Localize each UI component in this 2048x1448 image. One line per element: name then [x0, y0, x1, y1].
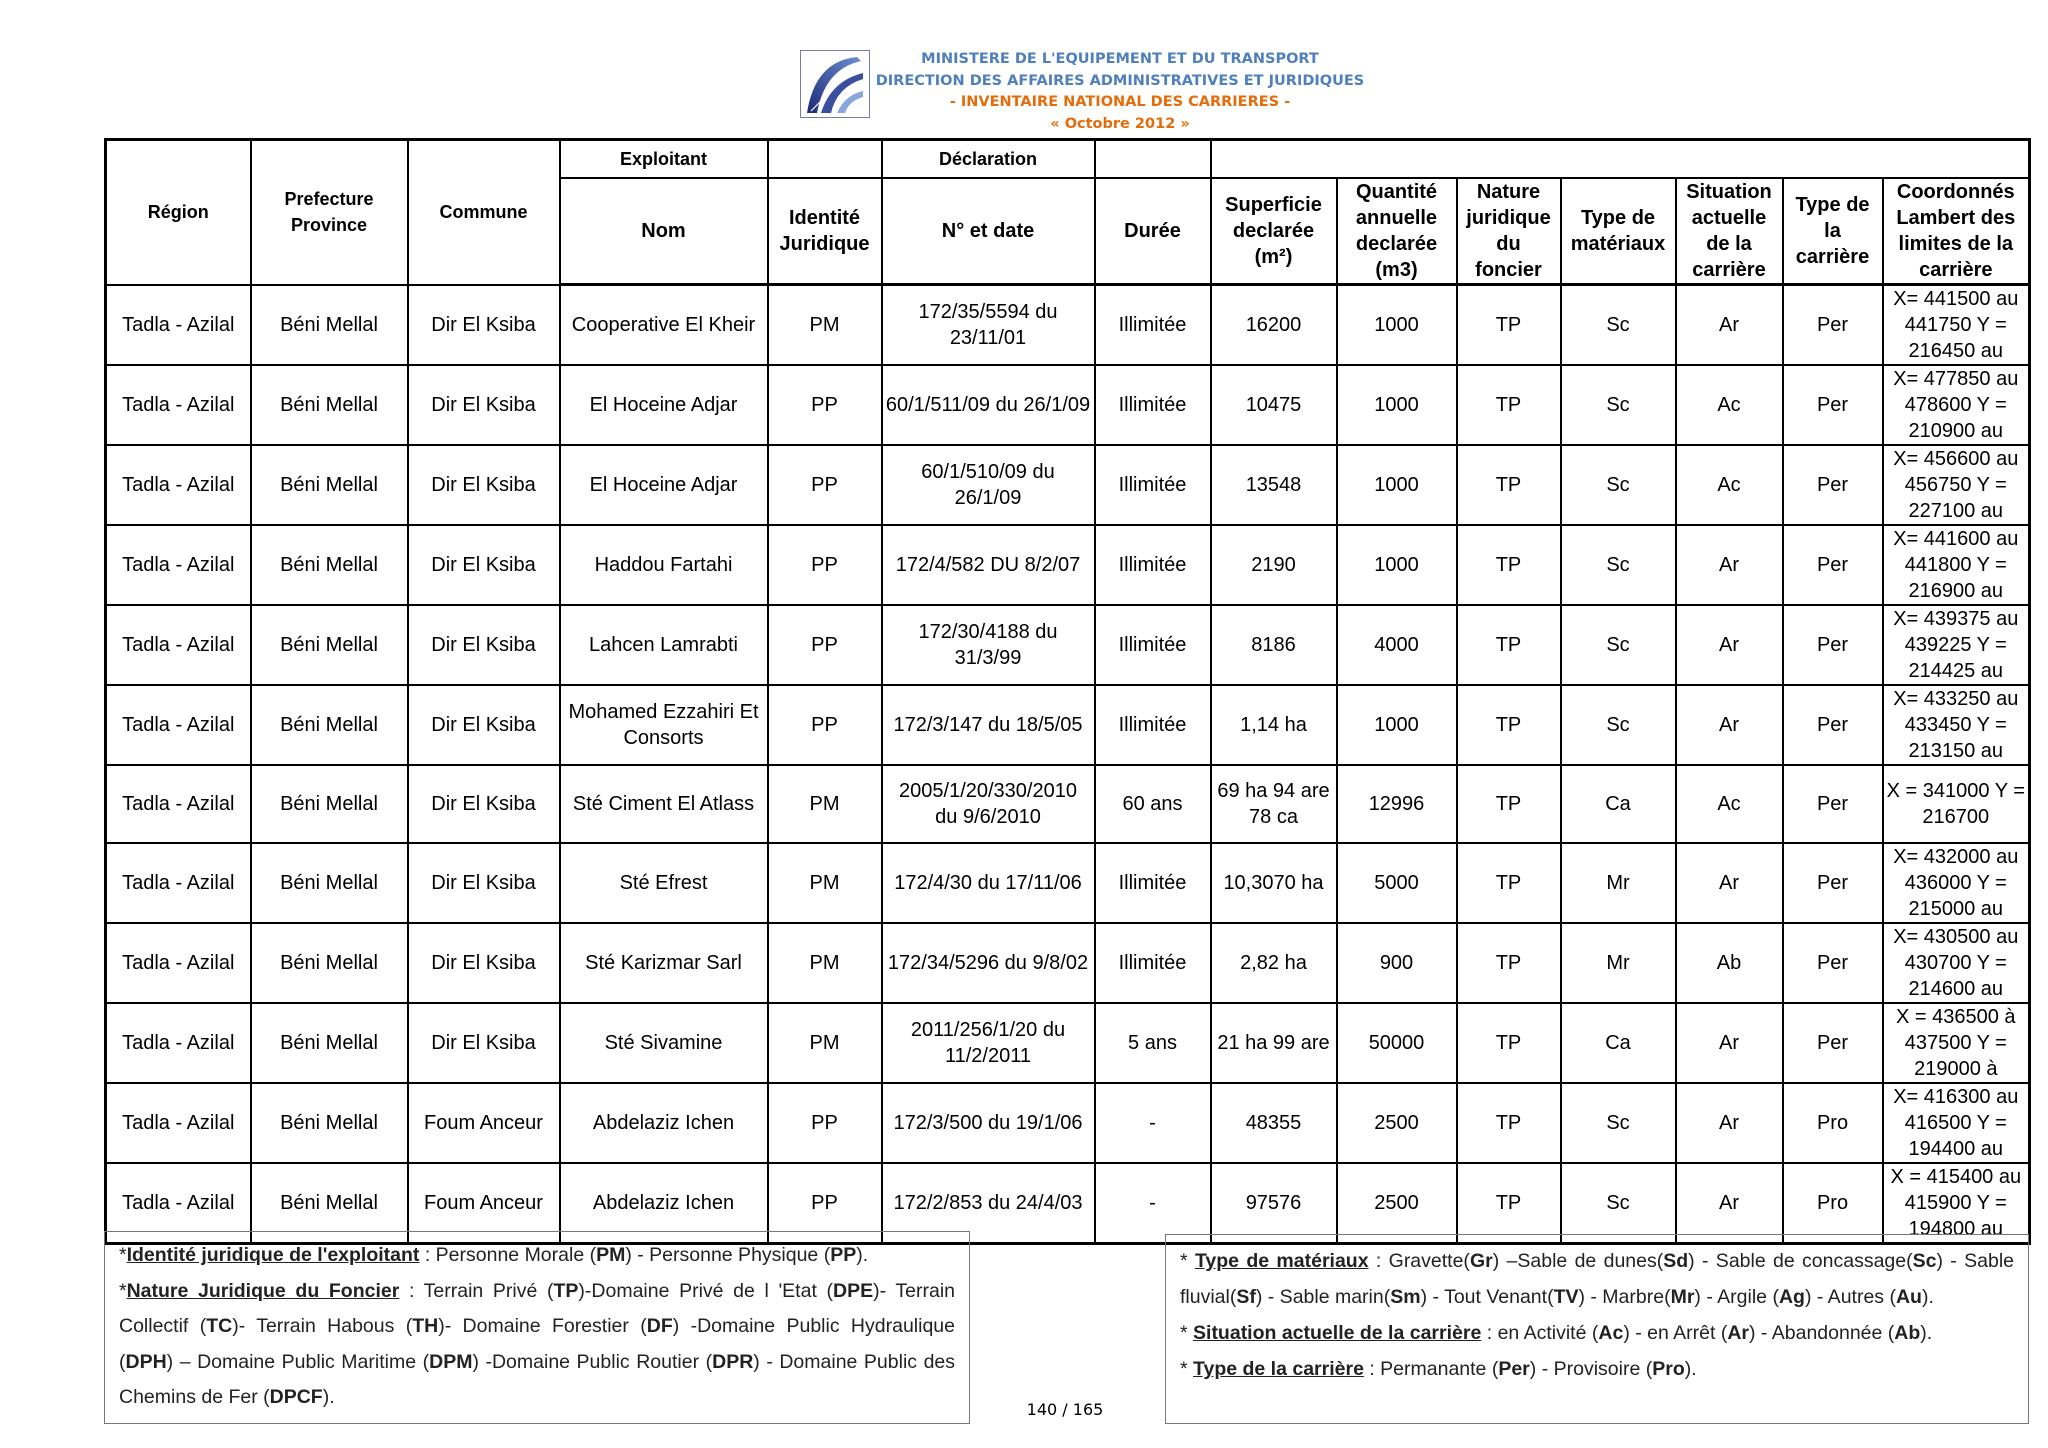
- legend-text: ) – Domaine Public Maritime (: [166, 1350, 430, 1373]
- cell-type-materiaux: Sc: [1561, 1083, 1676, 1163]
- cell-numero-date: 2011/256/1/20 du 11/2/2011: [882, 1003, 1095, 1083]
- cell-coordonnees: X = 341000 Y = 216700: [1883, 765, 2030, 843]
- cell-prefecture: Béni Mellal: [251, 1163, 408, 1244]
- cell-nature: TP: [1457, 525, 1561, 605]
- ministry-name: MINISTERE DE L'EQUIPEMENT ET DU TRANSPORT: [921, 51, 1319, 67]
- cell-prefecture: Béni Mellal: [251, 525, 408, 605]
- legend-text: *: [119, 1279, 127, 1302]
- legend-code: TP: [553, 1279, 579, 1302]
- cell-commune: Dir El Ksiba: [408, 445, 560, 525]
- legend-text: ) - Sable fluvial(: [1180, 1250, 2014, 1308]
- cell-type-carriere: Per: [1783, 923, 1883, 1003]
- cell-commune: Dir El Ksiba: [408, 1003, 560, 1083]
- cell-commune: Dir El Ksiba: [408, 843, 560, 923]
- legend-code: DPH: [125, 1350, 167, 1373]
- cell-prefecture: Béni Mellal: [251, 685, 408, 765]
- cell-type-carriere: Per: [1783, 843, 1883, 923]
- cell-type-materiaux: Mr: [1561, 843, 1676, 923]
- col-nom: Nom: [560, 178, 768, 285]
- cell-type-materiaux: Mr: [1561, 923, 1676, 1003]
- legend-left: [104, 1231, 970, 1424]
- cell-superficie: 10,3070 ha: [1211, 843, 1337, 923]
- legend-right: [1165, 1234, 2029, 1424]
- legend-term: Type de la carrière: [1193, 1358, 1364, 1380]
- cell-duree: Illimitée: [1095, 525, 1211, 605]
- cell-nature: TP: [1457, 285, 1561, 366]
- legend-code: Sd: [1663, 1250, 1689, 1272]
- legend-text: ) - en Arrêt (: [1623, 1322, 1728, 1344]
- cell-nature: TP: [1457, 605, 1561, 685]
- legend-term: Situation actuelle de la carrière: [1193, 1322, 1482, 1344]
- cell-type-materiaux: Ca: [1561, 1003, 1676, 1083]
- cell-nom: Abdelaziz Ichen: [560, 1163, 768, 1244]
- cell-prefecture: Béni Mellal: [251, 923, 408, 1003]
- cell-nom: El Hoceine Adjar: [560, 365, 768, 445]
- cell-identite: PP: [768, 1083, 882, 1163]
- legend-code: Ac: [1598, 1322, 1624, 1344]
- cell-numero-date: 172/4/582 DU 8/2/07: [882, 525, 1095, 605]
- cell-type-carriere: Per: [1783, 365, 1883, 445]
- cell-prefecture: Béni Mellal: [251, 765, 408, 843]
- cell-commune: Dir El Ksiba: [408, 365, 560, 445]
- cell-nature: TP: [1457, 685, 1561, 765]
- cell-region: Tadla - Azilal: [106, 685, 251, 765]
- cell-superficie: 2190: [1211, 525, 1337, 605]
- ministry-logo-icon: [800, 50, 870, 118]
- legend-paragraph: [119, 1274, 955, 1416]
- legend-code: Per: [1498, 1358, 1530, 1380]
- cell-coordonnees: X= 441500 au 441750 Y = 216450 au: [1883, 285, 2030, 366]
- cell-quantite: 4000: [1337, 605, 1457, 685]
- group-exploitant: Exploitant: [560, 140, 768, 179]
- cell-duree: Illimitée: [1095, 685, 1211, 765]
- table-row: [106, 765, 2030, 843]
- legend-text: : Personne Morale (: [419, 1244, 597, 1266]
- cell-duree: -: [1095, 1163, 1211, 1244]
- legend-text: ) –Sable de dunes(: [1492, 1250, 1664, 1272]
- legend-code: Mr: [1670, 1286, 1695, 1308]
- legend-paragraph: [1180, 1351, 2014, 1387]
- cell-nom: El Hoceine Adjar: [560, 445, 768, 525]
- cell-coordonnees: X= 432000 au 436000 Y = 215000 au: [1883, 843, 2030, 923]
- legend-text: *: [1180, 1358, 1194, 1380]
- cell-numero-date: 172/34/5296 du 9/8/02: [882, 923, 1095, 1003]
- cell-situation: Ar: [1676, 1003, 1783, 1083]
- col-identite: Identité Juridique: [768, 178, 882, 285]
- cell-identite: PM: [768, 923, 882, 1003]
- legend-code: TV: [1553, 1286, 1579, 1308]
- group-blank-1: [768, 140, 882, 179]
- table-row: [106, 365, 2030, 445]
- cell-commune: Dir El Ksiba: [408, 525, 560, 605]
- cell-nature: TP: [1457, 1083, 1561, 1163]
- cell-numero-date: 60/1/510/09 du 26/1/09: [882, 445, 1095, 525]
- cell-duree: -: [1095, 1083, 1211, 1163]
- cell-nom: Lahcen Lamrabti: [560, 605, 768, 685]
- cell-coordonnees: X= 441600 au 441800 Y = 216900 au: [1883, 525, 2030, 605]
- col-quantite: Quantité annuelle declarée (m3): [1337, 178, 1457, 285]
- cell-coordonnees: X= 477850 au 478600 Y = 210900 au: [1883, 365, 2030, 445]
- cell-region: Tadla - Azilal: [106, 923, 251, 1003]
- cell-type-carriere: Pro: [1783, 1083, 1883, 1163]
- table-row: [106, 1083, 2030, 1163]
- cell-duree: Illimitée: [1095, 285, 1211, 366]
- legend-text: : Permanante (: [1363, 1358, 1499, 1380]
- cell-nom: Mohamed Ezzahiri Et Consorts: [560, 685, 768, 765]
- legend-text: *: [119, 1244, 127, 1266]
- legend-text: ) -Domaine Public Routier (: [472, 1350, 713, 1373]
- cell-quantite: 12996: [1337, 765, 1457, 843]
- legend-code: Sf: [1236, 1286, 1256, 1308]
- cell-duree: Illimitée: [1095, 365, 1211, 445]
- cell-coordonnees: X= 416300 au 416500 Y = 194400 au: [1883, 1083, 2030, 1163]
- legend-code: DPM: [429, 1350, 473, 1373]
- table-row: [106, 525, 2030, 605]
- legend-text: )- Domaine Forestier (: [438, 1315, 647, 1337]
- cell-coordonnees: X= 433250 au 433450 Y = 213150 au: [1883, 685, 2030, 765]
- legend-text: ) - Domaine Public des Chemins de Fer (: [119, 1350, 956, 1408]
- table-group-header-row: [106, 140, 2030, 179]
- cell-type-materiaux: Sc: [1561, 365, 1676, 445]
- legend-text: )- Terrain Habous (: [232, 1315, 413, 1337]
- table-body: [106, 285, 2030, 1244]
- cell-identite: PP: [768, 685, 882, 765]
- cell-numero-date: 172/2/853 du 24/4/03: [882, 1163, 1095, 1244]
- cell-situation: Ar: [1676, 1163, 1783, 1244]
- legend-code: TC: [206, 1315, 233, 1337]
- col-prefecture: Prefecture Province: [251, 140, 408, 285]
- legend-text: ) -Domaine Public Hydraulique (: [119, 1315, 955, 1373]
- legend-text: ) - Provisoire (: [1529, 1358, 1653, 1380]
- cell-commune: Foum Anceur: [408, 1083, 560, 1163]
- cell-prefecture: Béni Mellal: [251, 605, 408, 685]
- cell-nature: TP: [1457, 923, 1561, 1003]
- cell-coordonnees: X= 456600 au 456750 Y = 227100 au: [1883, 445, 2030, 525]
- cell-numero-date: 172/4/30 du 17/11/06: [882, 843, 1095, 923]
- cell-identite: PP: [768, 1163, 882, 1244]
- legend-text: ) - Marbre(: [1578, 1286, 1671, 1308]
- cell-type-materiaux: Sc: [1561, 1163, 1676, 1244]
- cell-region: Tadla - Azilal: [106, 843, 251, 923]
- legend-text: *: [1180, 1322, 1194, 1344]
- legend-paragraph: [1180, 1243, 2014, 1315]
- legend-code: TH: [412, 1315, 439, 1337]
- legend-term: Nature Juridique du Foncier: [126, 1279, 400, 1302]
- cell-duree: 60 ans: [1095, 765, 1211, 843]
- table-row: [106, 843, 2030, 923]
- group-blank-2: [1095, 140, 1211, 179]
- legend-text: ).: [322, 1386, 335, 1408]
- legend-text: )- Terrain Collectif (: [119, 1279, 955, 1337]
- cell-superficie: 97576: [1211, 1163, 1337, 1244]
- col-nature: Nature juridique du foncier: [1457, 178, 1561, 285]
- legend-text: )-Domaine Privé de l 'Etat (: [578, 1279, 833, 1302]
- cell-situation: Ar: [1676, 605, 1783, 685]
- cell-commune: Dir El Ksiba: [408, 285, 560, 366]
- col-region: Région: [106, 140, 251, 285]
- col-duree: Durée: [1095, 178, 1211, 285]
- cell-identite: PP: [768, 605, 882, 685]
- cell-identite: PM: [768, 1003, 882, 1083]
- cell-duree: Illimitée: [1095, 605, 1211, 685]
- cell-nom: Sté Sivamine: [560, 1003, 768, 1083]
- cell-situation: Ar: [1676, 525, 1783, 605]
- cell-numero-date: 172/3/500 du 19/1/06: [882, 1083, 1095, 1163]
- cell-situation: Ar: [1676, 843, 1783, 923]
- col-numero-date: N° et date: [882, 178, 1095, 285]
- legend-text: : en Activité (: [1481, 1322, 1599, 1344]
- table-row: [106, 1003, 2030, 1083]
- cell-type-carriere: Per: [1783, 605, 1883, 685]
- cell-region: Tadla - Azilal: [106, 1003, 251, 1083]
- col-situation: Situation actuelle de la carrière: [1676, 178, 1783, 285]
- cell-superficie: 13548: [1211, 445, 1337, 525]
- legend-text: ) - Tout Venant(: [1420, 1286, 1554, 1308]
- legend-code: PM: [596, 1244, 626, 1266]
- cell-region: Tadla - Azilal: [106, 1163, 251, 1244]
- cell-type-carriere: Per: [1783, 285, 1883, 366]
- legend-term: Identité juridique de l'exploitant: [126, 1244, 420, 1266]
- cell-nature: TP: [1457, 1163, 1561, 1244]
- cell-situation: Ac: [1676, 765, 1783, 843]
- cell-superficie: 2,82 ha: [1211, 923, 1337, 1003]
- table-row: [106, 685, 2030, 765]
- cell-quantite: 5000: [1337, 843, 1457, 923]
- cell-numero-date: 60/1/511/09 du 26/1/09: [882, 365, 1095, 445]
- cell-nom: Sté Karizmar Sarl: [560, 923, 768, 1003]
- cell-region: Tadla - Azilal: [106, 1083, 251, 1163]
- cell-commune: Dir El Ksiba: [408, 685, 560, 765]
- cell-numero-date: 172/3/147 du 18/5/05: [882, 685, 1095, 765]
- cell-situation: Ac: [1676, 365, 1783, 445]
- legend-text: ).: [1921, 1286, 1934, 1308]
- quarry-inventory-table: [104, 138, 2031, 1245]
- cell-quantite: 50000: [1337, 1003, 1457, 1083]
- direction-name: DIRECTION DES AFFAIRES ADMINISTRATIVES ET JURIDIQUES: [875, 72, 1365, 89]
- legend-text: ) - Sable de concassage(: [1688, 1250, 1913, 1272]
- cell-coordonnees: X= 439375 au 439225 Y = 214425 au: [1883, 605, 2030, 685]
- inventory-title: - INVENTAIRE NATIONAL DES CARRIERES -: [949, 94, 1291, 110]
- cell-quantite: 1000: [1337, 365, 1457, 445]
- cell-situation: Ar: [1676, 285, 1783, 366]
- cell-identite: PM: [768, 285, 882, 366]
- cell-type-materiaux: Sc: [1561, 525, 1676, 605]
- legend-text: ) - Sable marin(: [1255, 1286, 1391, 1308]
- cell-prefecture: Béni Mellal: [251, 1083, 408, 1163]
- inventory-date: « Octobre 2012 »: [1050, 115, 1190, 132]
- cell-quantite: 1000: [1337, 525, 1457, 605]
- cell-coordonnees: X= 430500 au 430700 Y = 214600 au: [1883, 923, 2030, 1003]
- cell-duree: Illimitée: [1095, 843, 1211, 923]
- cell-situation: Ab: [1676, 923, 1783, 1003]
- cell-numero-date: 2005/1/20/330/2010 du 9/6/2010: [882, 765, 1095, 843]
- cell-region: Tadla - Azilal: [106, 365, 251, 445]
- cell-quantite: 1000: [1337, 685, 1457, 765]
- legend-code: Sm: [1390, 1286, 1421, 1308]
- cell-region: Tadla - Azilal: [106, 525, 251, 605]
- legend-code: DF: [646, 1315, 673, 1337]
- legend-text: : Gravette(: [1368, 1250, 1470, 1272]
- legend-text: ).: [856, 1244, 869, 1266]
- cell-type-materiaux: Sc: [1561, 285, 1676, 366]
- cell-superficie: 8186: [1211, 605, 1337, 685]
- legend-code: Ab: [1894, 1322, 1921, 1344]
- cell-identite: PM: [768, 843, 882, 923]
- cell-region: Tadla - Azilal: [106, 605, 251, 685]
- cell-identite: PP: [768, 445, 882, 525]
- legend-text: ) - Autres (: [1804, 1286, 1896, 1308]
- cell-type-carriere: Per: [1783, 685, 1883, 765]
- cell-duree: Illimitée: [1095, 923, 1211, 1003]
- legend-text: ).: [1684, 1358, 1697, 1380]
- cell-coordonnees: X = 415400 au 415900 Y = 194800 au: [1883, 1163, 2030, 1244]
- legend-text: ).: [1920, 1322, 1933, 1344]
- cell-type-materiaux: Ca: [1561, 765, 1676, 843]
- table-row: [106, 285, 2030, 366]
- cell-quantite: 1000: [1337, 445, 1457, 525]
- col-superficie: Superficie declarée (m²): [1211, 178, 1337, 285]
- legend-code: Ag: [1778, 1286, 1805, 1308]
- cell-commune: Dir El Ksiba: [408, 923, 560, 1003]
- cell-duree: 5 ans: [1095, 1003, 1211, 1083]
- cell-type-carriere: Pro: [1783, 1163, 1883, 1244]
- col-type-carriere: Type de la carrière: [1783, 178, 1883, 285]
- group-declaration: Déclaration: [882, 140, 1095, 179]
- cell-prefecture: Béni Mellal: [251, 843, 408, 923]
- cell-nature: TP: [1457, 765, 1561, 843]
- legend-code: Au: [1895, 1286, 1922, 1308]
- legend-text: ) - Argile (: [1694, 1286, 1779, 1308]
- legend-code: PP: [830, 1244, 857, 1266]
- cell-nature: TP: [1457, 445, 1561, 525]
- cell-region: Tadla - Azilal: [106, 285, 251, 366]
- legend-code: DPE: [833, 1279, 874, 1302]
- cell-quantite: 2500: [1337, 1083, 1457, 1163]
- cell-region: Tadla - Azilal: [106, 765, 251, 843]
- cell-duree: Illimitée: [1095, 445, 1211, 525]
- group-blank-3: [1211, 140, 2030, 179]
- cell-prefecture: Béni Mellal: [251, 365, 408, 445]
- cell-identite: PM: [768, 765, 882, 843]
- legend-code: Sc: [1912, 1250, 1937, 1272]
- cell-type-carriere: Per: [1783, 525, 1883, 605]
- table-row: [106, 445, 2030, 525]
- cell-nom: Sté Efrest: [560, 843, 768, 923]
- legend-text: ) - Abandonnée (: [1749, 1322, 1895, 1344]
- cell-type-materiaux: Sc: [1561, 605, 1676, 685]
- cell-nom: Haddou Fartahi: [560, 525, 768, 605]
- cell-prefecture: Béni Mellal: [251, 1003, 408, 1083]
- cell-superficie: 10475: [1211, 365, 1337, 445]
- cell-quantite: 1000: [1337, 285, 1457, 366]
- table-row: [106, 605, 2030, 685]
- cell-region: Tadla - Azilal: [106, 445, 251, 525]
- legend-code: DPR: [712, 1350, 754, 1373]
- cell-prefecture: Béni Mellal: [251, 445, 408, 525]
- page-number: 140 / 165: [1026, 1400, 1104, 1419]
- legend-text: *: [1180, 1250, 1195, 1272]
- table-row: [106, 923, 2030, 1003]
- legend-text: : Terrain Privé (: [399, 1279, 554, 1302]
- cell-superficie: 69 ha 94 are 78 ca: [1211, 765, 1337, 843]
- cell-nature: TP: [1457, 1003, 1561, 1083]
- cell-quantite: 900: [1337, 923, 1457, 1003]
- cell-situation: Ar: [1676, 685, 1783, 765]
- cell-superficie: 21 ha 99 are: [1211, 1003, 1337, 1083]
- legend-code: Gr: [1469, 1250, 1493, 1272]
- cell-type-materiaux: Sc: [1561, 685, 1676, 765]
- cell-type-carriere: Per: [1783, 445, 1883, 525]
- cell-nom: Abdelaziz Ichen: [560, 1083, 768, 1163]
- cell-prefecture: Béni Mellal: [251, 285, 408, 366]
- legend-paragraph: [119, 1238, 955, 1274]
- cell-superficie: 1,14 ha: [1211, 685, 1337, 765]
- cell-commune: Foum Anceur: [408, 1163, 560, 1244]
- cell-nom: Cooperative El Kheir: [560, 285, 768, 366]
- cell-nature: TP: [1457, 843, 1561, 923]
- cell-nature: TP: [1457, 365, 1561, 445]
- legend-text: ) - Personne Physique (: [625, 1244, 831, 1266]
- legend-term: Type de matériaux: [1194, 1250, 1369, 1272]
- col-commune: Commune: [408, 140, 560, 285]
- cell-nom: Sté Ciment El Atlass: [560, 765, 768, 843]
- cell-situation: Ac: [1676, 445, 1783, 525]
- cell-numero-date: 172/30/4188 du 31/3/99: [882, 605, 1095, 685]
- cell-type-carriere: Per: [1783, 765, 1883, 843]
- legend-code: Pro: [1652, 1358, 1685, 1380]
- cell-coordonnees: X = 436500 à 437500 Y = 219000 à: [1883, 1003, 2030, 1083]
- cell-superficie: 16200: [1211, 285, 1337, 366]
- cell-commune: Dir El Ksiba: [408, 605, 560, 685]
- col-coordonnees: Coordonnés Lambert des limites de la carrière: [1883, 178, 2030, 285]
- cell-numero-date: 172/35/5594 du 23/11/01: [882, 285, 1095, 366]
- cell-commune: Dir El Ksiba: [408, 765, 560, 843]
- cell-quantite: 2500: [1337, 1163, 1457, 1244]
- cell-type-carriere: Per: [1783, 1003, 1883, 1083]
- document-header: [870, 49, 1370, 135]
- legend-paragraph: [1180, 1315, 2014, 1351]
- legend-code: DPCF: [269, 1386, 323, 1408]
- cell-situation: Ar: [1676, 1083, 1783, 1163]
- cell-identite: PP: [768, 365, 882, 445]
- cell-type-materiaux: Sc: [1561, 445, 1676, 525]
- legend-code: Ar: [1727, 1322, 1750, 1344]
- cell-identite: PP: [768, 525, 882, 605]
- col-type-materiaux: Type de matériaux: [1561, 178, 1676, 285]
- cell-superficie: 48355: [1211, 1083, 1337, 1163]
